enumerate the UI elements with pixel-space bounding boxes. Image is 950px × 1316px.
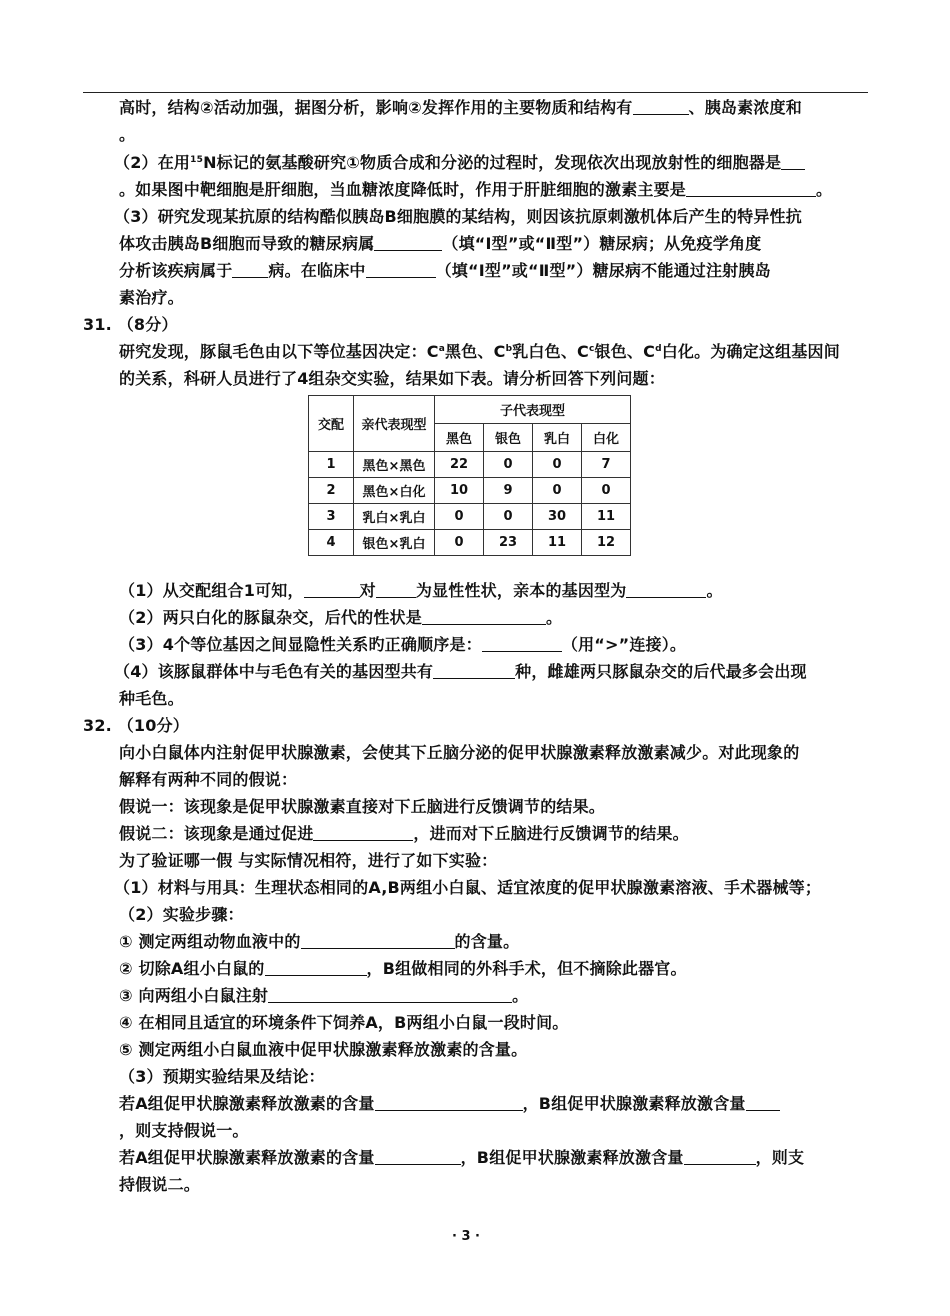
q31-intro-line-2 bbox=[119, 368, 665, 390]
subheader-silver: 银色 bbox=[484, 424, 533, 452]
answer-blank[interactable] bbox=[265, 959, 367, 976]
cell: 9 bbox=[484, 478, 533, 504]
answer-blank[interactable] bbox=[746, 1094, 780, 1111]
text: （填“Ⅰ型”或“Ⅱ型”）糖尿病；从免疫学角度 bbox=[442, 234, 762, 253]
allele-superscript: d bbox=[655, 344, 662, 354]
text: 高时，结构②活动加强，据图分析，影响②发挥作用的主要物质和结构有 bbox=[119, 98, 633, 117]
text: （2）在用 bbox=[114, 153, 191, 172]
question-number: 31. （8分） bbox=[83, 315, 178, 334]
text: 。 bbox=[119, 125, 136, 144]
text: 若A组促甲状腺激素释放激素的含量 bbox=[119, 1148, 375, 1167]
text: 的关系，科研人员进行了4组杂交实验，结果如下表。请分析回答下列问题： bbox=[119, 369, 665, 388]
answer-blank[interactable] bbox=[375, 1094, 523, 1111]
cell: 乳白×乳白 bbox=[354, 504, 435, 530]
q30-line-2 bbox=[119, 124, 135, 146]
table-row bbox=[309, 530, 631, 556]
text: 。 bbox=[816, 180, 833, 199]
answer-blank[interactable] bbox=[232, 261, 268, 278]
cell: 1 bbox=[309, 452, 354, 478]
q31-header bbox=[83, 314, 178, 336]
text: ，B组做相同的外科手术，但不摘除此器官。 bbox=[366, 959, 687, 978]
q32-hypothesis-1 bbox=[119, 796, 605, 818]
answer-blank[interactable] bbox=[626, 581, 706, 598]
q32-result-2-cont bbox=[119, 1174, 200, 1196]
answer-blank[interactable] bbox=[376, 581, 416, 598]
text: 分析该疾病属于 bbox=[119, 261, 233, 280]
text: 病。在临床中 bbox=[268, 261, 366, 280]
q32-step-3 bbox=[119, 985, 528, 1007]
text: ，则支 bbox=[755, 1148, 805, 1167]
text: 持假说二。 bbox=[119, 1175, 201, 1194]
q30-part2-line-2 bbox=[119, 179, 832, 201]
table-row bbox=[309, 504, 631, 530]
text: （2）实验步骤： bbox=[119, 905, 244, 924]
q32-results-heading bbox=[119, 1066, 325, 1088]
answer-blank[interactable] bbox=[684, 1148, 756, 1165]
q32-intro-2 bbox=[119, 769, 297, 791]
q31-sub-3 bbox=[119, 634, 686, 656]
text: （1）材料与用具：生理状态相同的A,B两组小白鼠、适宜浓度的促甲状腺激素溶液、手术器械等； bbox=[114, 878, 822, 897]
q31-sub-4 bbox=[114, 661, 807, 683]
cell: 0 bbox=[435, 530, 484, 556]
cross-results-table bbox=[308, 395, 631, 556]
cell: 0 bbox=[435, 504, 484, 530]
text: 种，雌雄两只豚鼠杂交的后代最多会出现 bbox=[515, 662, 807, 681]
text: N标记的氨基酸研究①物质合成和分泌的过程时，发现依次出现放射性的细胞器是 bbox=[203, 153, 782, 172]
answer-blank[interactable] bbox=[422, 608, 546, 625]
allele-superscript: b bbox=[505, 344, 513, 354]
text: （1）从交配组合1可知， bbox=[119, 581, 304, 600]
text: 假说二：该现象是通过促进 bbox=[119, 824, 314, 843]
q31-sub-2 bbox=[119, 607, 562, 629]
q30-part3-line-3 bbox=[119, 260, 771, 282]
isotope-superscript: 15 bbox=[190, 155, 204, 165]
q32-step-5 bbox=[119, 1039, 527, 1061]
text: 。 bbox=[545, 608, 563, 627]
text: ，则支持假说一。 bbox=[119, 1121, 249, 1140]
table-row bbox=[309, 452, 631, 478]
text: 素治疗。 bbox=[119, 288, 184, 307]
q32-result-1-cont bbox=[119, 1120, 249, 1142]
text: ② 切除A组小白鼠的 bbox=[119, 959, 265, 978]
text: 若A组促甲状腺激素释放激素的含量 bbox=[119, 1094, 375, 1113]
text: 银色、C bbox=[594, 342, 656, 361]
text: 。如果图中靶细胞是肝细胞，当血糖浓度降低时，作用于肝脏细胞的激素主要是 bbox=[119, 180, 687, 199]
header-rule bbox=[83, 92, 868, 93]
text: 向小白鼠体内注射促甲状腺激素，会使其下丘脑分泌的促甲状腺激素释放激素减少。对此现象的 bbox=[119, 743, 800, 762]
cell: 黑色×黑色 bbox=[354, 452, 435, 478]
cell: 11 bbox=[582, 504, 631, 530]
text: ，B组促甲状腺激素释放激含量 bbox=[460, 1148, 684, 1167]
q31-intro-line-1 bbox=[119, 341, 840, 363]
text: （3）研究发现某抗原的结构酷似胰岛B细胞膜的某结构，则因该抗原刺激机体后产生的特异性抗 bbox=[114, 207, 802, 226]
text: （4）该豚鼠群体中与毛色有关的基因型共有 bbox=[114, 662, 434, 681]
q32-verify bbox=[119, 850, 497, 872]
q32-step-4 bbox=[119, 1012, 569, 1034]
cell: 0 bbox=[533, 478, 582, 504]
text: 。 bbox=[512, 986, 529, 1005]
cell: 黑色×白化 bbox=[354, 478, 435, 504]
text: 的含量。 bbox=[454, 932, 520, 951]
text: 为了验证哪一假 与实际情况相符，进行了如下实验： bbox=[119, 851, 498, 870]
text: 种毛色。 bbox=[119, 689, 184, 708]
text: 对 bbox=[359, 581, 376, 600]
q32-step-1 bbox=[119, 931, 519, 953]
subheader-cream: 乳白 bbox=[533, 424, 582, 452]
q31-sub-4-cont bbox=[119, 688, 184, 710]
allele-superscript: c bbox=[588, 344, 595, 354]
text: （用“>”连接）。 bbox=[561, 635, 687, 654]
text: 解释有两种不同的假说： bbox=[119, 770, 298, 789]
answer-blank[interactable] bbox=[268, 986, 512, 1003]
header-parent: 亲代表现型 bbox=[354, 396, 435, 452]
text: ，进而对下丘脑进行反馈调节的结果。 bbox=[413, 824, 689, 843]
subheader-albino: 白化 bbox=[582, 424, 631, 452]
answer-blank[interactable] bbox=[433, 662, 515, 679]
cell: 2 bbox=[309, 478, 354, 504]
answer-blank[interactable] bbox=[366, 261, 436, 278]
answer-blank[interactable] bbox=[633, 98, 689, 115]
text: 乳白色、C bbox=[512, 342, 589, 361]
subheader-black: 黑色 bbox=[435, 424, 484, 452]
text: （2）两只白化的豚鼠杂交，后代的性状是 bbox=[119, 608, 422, 627]
answer-blank[interactable] bbox=[375, 1148, 461, 1165]
cell: 0 bbox=[484, 504, 533, 530]
text: 。 bbox=[706, 581, 723, 600]
text: 、胰岛素浓度和 bbox=[688, 98, 802, 117]
q32-result-2 bbox=[119, 1147, 804, 1169]
table-row bbox=[309, 478, 631, 504]
text: ⑤ 测定两组小白鼠血液中促甲状腺激素释放激素的含量。 bbox=[119, 1040, 528, 1059]
text: 假说一：该现象是促甲状腺激素直接对下丘脑进行反馈调节的结果。 bbox=[119, 797, 606, 816]
q32-materials bbox=[114, 877, 821, 899]
text: （3）4个等位基因之间显隐性关系旳正确顺序是： bbox=[119, 635, 482, 654]
answer-blank[interactable] bbox=[482, 635, 562, 652]
q32-header bbox=[83, 715, 189, 737]
q32-step-2 bbox=[119, 958, 687, 980]
cell: 0 bbox=[582, 478, 631, 504]
question-number: 32. （10分） bbox=[83, 716, 189, 735]
q32-intro-1 bbox=[119, 742, 799, 764]
q32-hypothesis-2 bbox=[119, 823, 689, 845]
answer-blank[interactable] bbox=[313, 824, 413, 841]
cell: 12 bbox=[582, 530, 631, 556]
text: 黑色、C bbox=[445, 342, 506, 361]
answer-blank[interactable] bbox=[686, 180, 816, 197]
cell: 0 bbox=[533, 452, 582, 478]
cell: 23 bbox=[484, 530, 533, 556]
text: 为显性性状，亲本的基因型为 bbox=[415, 581, 627, 600]
q31-sub-1 bbox=[119, 580, 723, 602]
q32-result-1 bbox=[119, 1093, 780, 1115]
answer-blank[interactable] bbox=[781, 153, 805, 170]
text: 研究发现，豚鼠毛色由以下等位基因决定：C bbox=[119, 342, 439, 361]
text: （3）预期实验结果及结论： bbox=[119, 1067, 325, 1086]
answer-blank[interactable] bbox=[301, 932, 455, 949]
text: ④ 在相同且适宜的环境条件下饲养A，B两组小白鼠一段时间。 bbox=[119, 1013, 569, 1032]
q30-line-1 bbox=[119, 97, 802, 119]
answer-blank[interactable] bbox=[374, 234, 442, 251]
page-number: · 3 · bbox=[452, 1229, 480, 1244]
header-offspring: 子代表现型 bbox=[435, 396, 631, 424]
cell: 银色×乳白 bbox=[354, 530, 435, 556]
cell: 0 bbox=[484, 452, 533, 478]
q30-part2-line-1 bbox=[114, 152, 805, 174]
cell: 7 bbox=[582, 452, 631, 478]
cell: 10 bbox=[435, 478, 484, 504]
cell: 11 bbox=[533, 530, 582, 556]
answer-blank[interactable] bbox=[304, 581, 360, 598]
q30-part3-line-1 bbox=[114, 206, 802, 228]
allele-superscript: a bbox=[438, 344, 446, 354]
cell: 22 bbox=[435, 452, 484, 478]
table-header-row bbox=[309, 396, 631, 424]
q32-steps-heading bbox=[119, 904, 244, 926]
q30-part3-line-2 bbox=[119, 233, 761, 255]
header-cross: 交配 bbox=[309, 396, 354, 452]
text: （填“Ⅰ型”或“Ⅱ型”）糖尿病不能通过注射胰岛 bbox=[435, 261, 771, 280]
text: 体攻击胰岛B细胞而导致的糖尿病属 bbox=[119, 234, 375, 253]
text: ① 测定两组动物血液中的 bbox=[119, 932, 301, 951]
q30-part3-line-4 bbox=[119, 287, 184, 309]
text: ③ 向两组小白鼠注射 bbox=[119, 986, 269, 1005]
cell: 4 bbox=[309, 530, 354, 556]
cell: 30 bbox=[533, 504, 582, 530]
text: ，B组促甲状腺激素释放激含量 bbox=[522, 1094, 746, 1113]
cell: 3 bbox=[309, 504, 354, 530]
text: 白化。为确定这组基因间 bbox=[661, 342, 840, 361]
